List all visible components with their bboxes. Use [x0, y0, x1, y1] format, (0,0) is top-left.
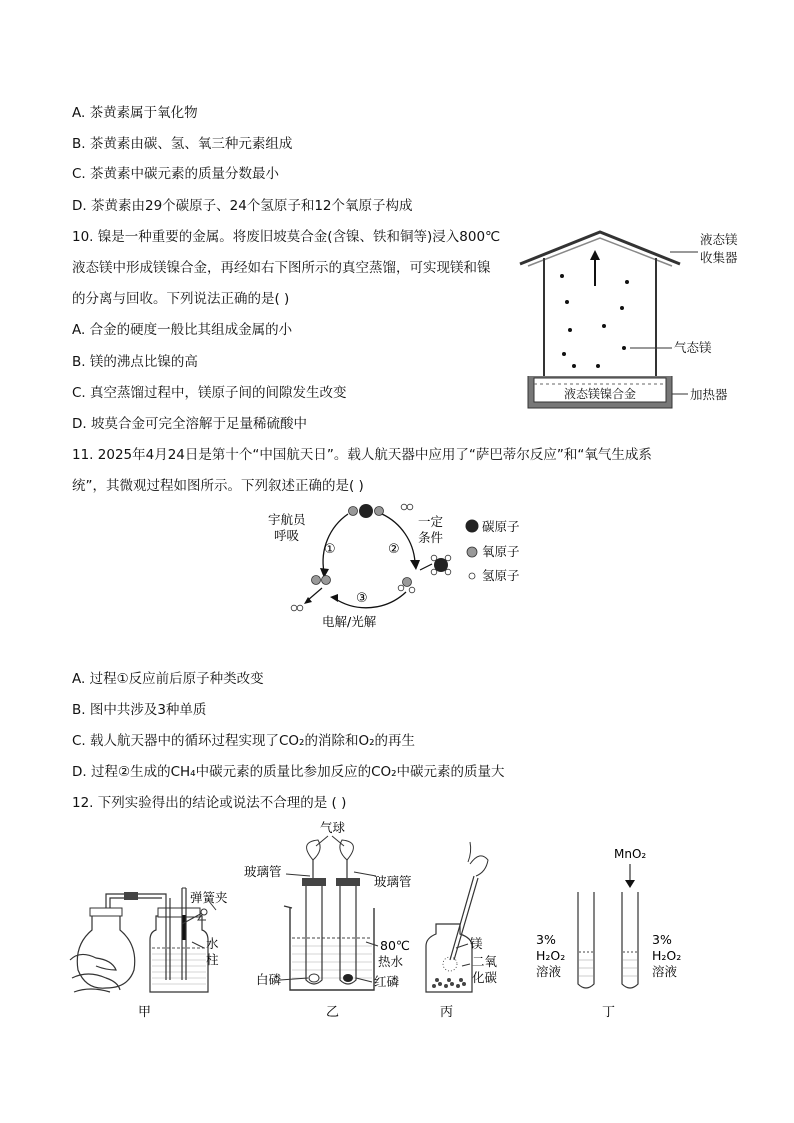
q10-option-b: B. 镁的沸点比镍的高 [72, 354, 198, 370]
q10-stem-line-3: 的分离与回收。下列说法正确的是( ) [72, 291, 290, 307]
q11-stem-line-1: 11. 2025年4月24日是第十个“中国航天日”。载人航天器中应用了“萨巴蒂尔反应”和“氧气生成系 [72, 447, 652, 463]
solution-right: 溶液 [652, 964, 678, 979]
q12-stem: 12. 下列实验得出的结论或说法不合理的是 ( ) [72, 795, 347, 811]
glass-tube-right-label: 玻璃管 [374, 874, 412, 889]
red-phosphorus-label: 红磷 [374, 974, 400, 989]
balloon-label: 气球 [320, 820, 346, 835]
alloy-label: 液态镁镍合金 [563, 387, 637, 401]
step-2-label: ② [388, 542, 400, 557]
q11-option-a: A. 过程①反应前后原子种类改变 [72, 671, 264, 687]
experiment-yi [244, 820, 412, 1020]
q10-option-d: D. 坡莫合金可完全溶解于足量稀硫酸中 [72, 416, 307, 432]
concentration-left: 3% [536, 932, 556, 947]
white-phosphorus-label: 白磷 [256, 972, 282, 987]
q9-option-d: D. 茶黄素由29个碳原子、24个氢原子和12个氧原子构成 [72, 198, 413, 214]
step-1-label: ① [324, 542, 336, 557]
mno2-label: MnO₂ [614, 847, 647, 861]
collector-label-2: 收集器 [700, 250, 738, 265]
q9-option-b: B. 茶黄素由碳、氢、氧三种元素组成 [72, 136, 293, 152]
h2o2-right: H₂O₂ [652, 948, 682, 963]
q11-stem-line-2: 统”，其微观过程如图所示。下列叙述正确的是( ) [72, 478, 364, 494]
q9-option-a: A. 茶黄素属于氧化物 [72, 105, 198, 121]
q10-option-c: C. 真空蒸馏过程中，镁原子间的间隙发生改变 [72, 385, 347, 401]
q9-option-c: C. 茶黄素中碳元素的质量分数最小 [72, 166, 280, 182]
co2-label-2: 化碳 [472, 970, 498, 985]
experiment-jia [70, 888, 228, 1020]
astronaut-label-2: 呼吸 [274, 528, 300, 543]
magnesium-label: 镁 [470, 936, 483, 951]
vacuum-distillation-figure [510, 226, 738, 416]
caption-jia: 甲 [138, 1005, 152, 1020]
co2-label-1: 二氧 [472, 954, 498, 969]
astronaut-label-1: 宇航员 [268, 512, 306, 527]
temperature-label: 80℃ [380, 938, 410, 953]
condition-label-2: 条件 [418, 530, 444, 545]
q11-option-c: C. 载人航天器中的循环过程实现了CO₂的消除和O₂的再生 [72, 733, 416, 749]
collector-label-1: 液态镁 [700, 232, 738, 247]
concentration-right: 3% [652, 932, 672, 947]
water-column-label-2: 柱 [206, 952, 219, 967]
sabatier-cycle-figure [250, 498, 540, 638]
experiment-ding [536, 847, 681, 1020]
legend-oxygen: 氧原子 [482, 544, 520, 559]
electrolysis-label: 电解/光解 [322, 614, 377, 629]
h2o2-left: H₂O₂ [536, 948, 566, 963]
q10-stem-line-2: 液态镁中形成镁镍合金，再经如右下图所示的真空蒸馏，可实现镁和镍 [72, 260, 491, 276]
q10-option-a: A. 合金的硬度一般比其组成金属的小 [72, 322, 293, 338]
q11-option-b: B. 图中共涉及3种单质 [72, 702, 207, 718]
water-column-label-1: 水 [206, 936, 219, 951]
experiment-bing [426, 842, 498, 1020]
caption-bing: 丙 [440, 1005, 454, 1020]
q10-stem-line-1: 10. 镍是一种重要的金属。将废旧坡莫合金(含镍、铁和铜等)浸入800℃ [72, 229, 501, 245]
glass-tube-left-label: 玻璃管 [244, 864, 282, 879]
gaseous-mg-dots [560, 274, 629, 368]
condition-label-1: 一定 [418, 514, 444, 529]
legend-carbon: 碳原子 [482, 519, 520, 534]
step-3-label: ③ [356, 591, 368, 606]
solution-left: 溶液 [536, 964, 562, 979]
gas-mg-label: 气态镁 [674, 340, 712, 355]
legend-hydrogen: 氢原子 [482, 568, 520, 583]
heater-label: 加热器 [690, 387, 728, 402]
caption-yi: 乙 [326, 1005, 340, 1020]
spring-clip-label: 弹簧夹 [190, 890, 228, 905]
hot-water-label: 热水 [378, 954, 404, 969]
q12-experiments-figure [66, 820, 716, 1020]
q11-option-d: D. 过程②生成的CH₄中碳元素的质量比参加反应的CO₂中碳元素的质量大 [72, 764, 505, 780]
caption-ding: 丁 [602, 1005, 616, 1020]
